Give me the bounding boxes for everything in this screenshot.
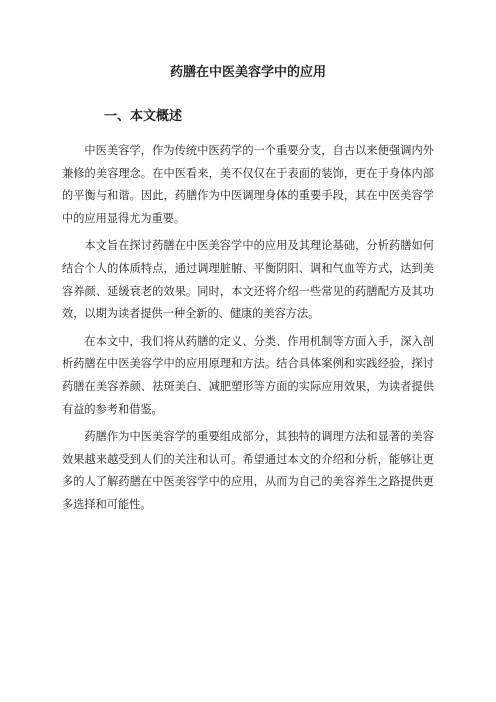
paragraph-1: 中医美容学，作为传统中医药学的一个重要分支，自古以来便强调内外兼修的美容理念。在中医看来，美不仅仅在于表面的装饰，更在于身体内部的平衡与和谐。因此，药膳作为中医调理身体的重要手段，其在中医美容学中的应用显得尤为重要。 [62,144,434,225]
section-body [62,140,434,522]
paragraph-4: 药膳作为中医美容学的重要组成部分，其独特的调理方法和显著的美容效果越来越受到人们的关注和认可。希望通过本文的介绍和分析，能够让更多的人了解药膳在中医美容学中的应用，从而为自己的美容养生之路提供更多选择和可能性。 [62,430,434,511]
document-title: 药膳在中医美容学中的应用 [169,65,326,80]
paragraph-3: 在本文中，我们将从药膳的定义、分类、作用机制等方面入手，深入剖析药膳在中医美容学中的应用原理和方法。结合具体案例和实践经验，探讨药膳在美容养颜、祛斑美白、减肥塑形等方面的实际应用效果，为读者提供有益的参考和借鉴。 [62,334,434,416]
section-heading: 一、本文概述 [104,109,183,124]
paragraph-2: 本文旨在探讨药膳在中医美容学中的应用及其理论基础，分析药膳如何结合个人的体质特点，通过调理脏腑、平衡阴阳、调和气血等方式，达到美容养颜、延缓衰老的效果。同时，本文还将介绍一些常见的药膳配方及其功效，以期为读者提供一种全新的、健康的美容方法。 [62,239,434,321]
